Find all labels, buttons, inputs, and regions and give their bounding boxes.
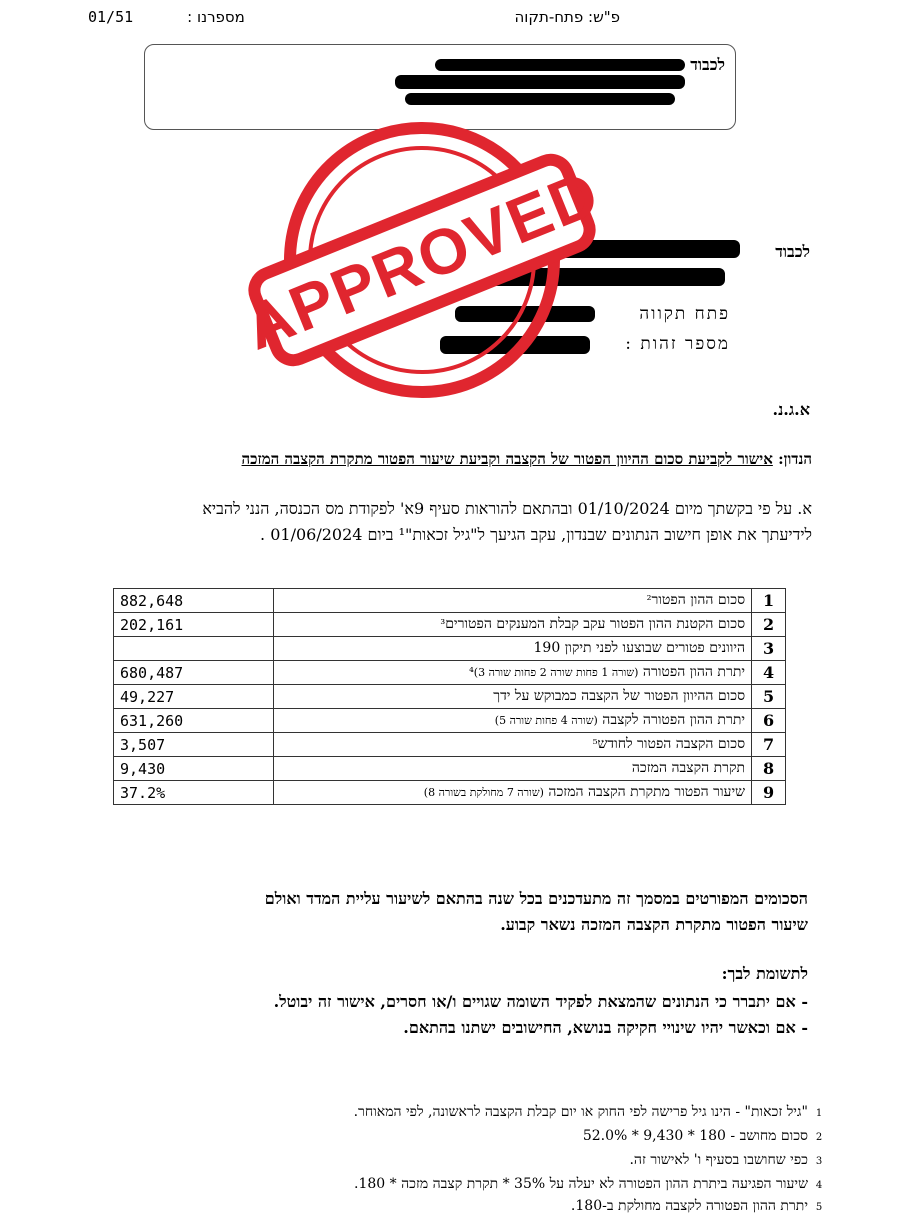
file-number-label: מספרנו : <box>187 8 245 26</box>
attention-bullet-2: - אם וכאשר יהיו שינויי חקיקה בנושא, החישובים ישתנו בהתאם. <box>403 1018 808 1037</box>
row-value: 680,487 <box>114 661 274 685</box>
footnote-text: שיעור הפגיעה ביתרת ההון הפטורה לא יעלה על 35% * תקרת קצבה מזכה * 180. <box>353 1176 808 1192</box>
row-value: 3,507 <box>114 733 274 757</box>
table-row <box>114 637 786 661</box>
footnote-item <box>110 1176 830 1193</box>
footnote-text: "גיל זכאות" - הינו גיל פרישה לפי החוק או יום קבלת הקצבה לראשונה, לפי המאוחר. <box>353 1104 808 1120</box>
row-value: 631,260 <box>114 709 274 733</box>
update-line-1: הסכומים המפורטים במסמך זה מתעדכנים בכל שנה בהתאם לשיעור עליית המדד ואולם <box>264 889 808 908</box>
row-value: 882,648 <box>114 589 274 613</box>
row-description <box>273 589 751 613</box>
id-number-label: מספר זהות : <box>625 334 730 354</box>
row-desc-sub: (שורה 7 מחולקת בשורה 8) <box>423 786 544 799</box>
table-row <box>114 781 786 805</box>
row-desc-text: סכום ההיוון הפטור של הקצבה כמבוקש על ידך <box>493 688 746 704</box>
footnote-item <box>110 1152 830 1169</box>
row-number: 3 <box>752 637 786 661</box>
row-desc-sub: (שורה 1 פחות שורה 2 פחות שורה 3) <box>473 666 639 679</box>
row-footnote-ref: ² <box>646 593 652 607</box>
update-line-2: שיעור הפטור מתקרת הקצבה המזכה נשאר קבוע. <box>500 915 808 934</box>
footnote-text: סכום מחושב - 180 * 9,430 * 52.0% <box>582 1128 808 1144</box>
update-paragraph <box>108 886 808 938</box>
intro-line-2: לידיעתך את אופן חישוב הנתונים שבנדון, עקב הגיעך ל"גיל זכאות"¹ ביום 01/06/2024 . <box>260 525 812 544</box>
row-value <box>114 637 274 661</box>
table-row <box>114 685 786 709</box>
row-footnote-ref: ³ <box>440 617 446 631</box>
row-footnote-ref: ⁵ <box>592 737 598 751</box>
table-row <box>114 589 786 613</box>
row-value: 49,227 <box>114 685 274 709</box>
subject-prefix: הנדון: <box>778 450 812 468</box>
redaction <box>435 59 685 71</box>
row-description <box>273 661 751 685</box>
address-label: לכבוד <box>775 242 810 261</box>
table-row <box>114 661 786 685</box>
row-value: 9,430 <box>114 757 274 781</box>
row-description <box>273 709 751 733</box>
footnote-number: 4 <box>815 1180 823 1191</box>
redaction <box>405 93 675 105</box>
intro-paragraph <box>12 496 812 548</box>
row-value: 202,161 <box>114 613 274 637</box>
row-desc-text: סכום ההון הפטור <box>651 592 746 608</box>
row-number: 1 <box>752 589 786 613</box>
footnote-number: 1 <box>815 1108 823 1119</box>
table-row <box>114 733 786 757</box>
row-number: 9 <box>752 781 786 805</box>
footnote-item <box>110 1198 830 1215</box>
attention-bullet-1: - אם יתברר כי הנתונים שהמצאת לפקיד השומה שגויים ו/או חסרים, אישור זה יבוטל. <box>273 992 808 1011</box>
row-desc-text: סכום הקצבה הפטור לחודש <box>597 736 746 752</box>
file-number-value: 01/51 <box>88 8 134 26</box>
row-description <box>273 685 751 709</box>
row-desc-text: שיעור הפטור מתקרת הקצבה המזכה <box>548 784 746 800</box>
row-desc-text: סכום הקטנת ההון הפטור עקב קבלת המענקים הפטורים <box>445 616 746 632</box>
footnote-text: יתרת ההון הפטורה לקצבה מחולקת ב-180. <box>570 1198 808 1214</box>
subject-line <box>242 450 812 469</box>
intro-line-1: א. על פי בקשתך מיום 01/10/2024 ובהתאם להוראות סעיף 9א' לפקודת מס הכנסה, הנני להביא <box>202 499 812 518</box>
row-number: 6 <box>752 709 786 733</box>
file-number <box>88 8 245 26</box>
row-description <box>273 613 751 637</box>
row-description <box>273 757 751 781</box>
redaction <box>395 75 685 89</box>
row-description <box>273 637 751 661</box>
footnote-item <box>110 1128 830 1145</box>
table-row <box>114 613 786 637</box>
stamp-text: APPROVED <box>234 156 610 364</box>
footnote-item <box>110 1104 830 1121</box>
row-number: 5 <box>752 685 786 709</box>
recipient-label: לכבוד <box>690 55 725 74</box>
greeting: א.ג.נ. <box>772 400 810 419</box>
table-row <box>114 757 786 781</box>
footnote-text: כפי שחושבו בסעיף ו' לאישור זה. <box>629 1152 808 1168</box>
row-number: 2 <box>752 613 786 637</box>
row-desc-text: תקרת הקצבה המזכה <box>631 760 746 776</box>
calculation-table <box>113 588 786 805</box>
table-row <box>114 709 786 733</box>
row-value: 37.2% <box>114 781 274 805</box>
row-description <box>273 733 751 757</box>
subject-text: אישור לקביעת סכום ההיוון הפטור של הקצבה וקביעת שיעור הפטור מתקרת הקצבה המזכה <box>241 450 773 468</box>
footnote-number: 5 <box>815 1202 823 1213</box>
row-number: 7 <box>752 733 786 757</box>
footnote-number: 3 <box>815 1156 823 1167</box>
footnote-number: 2 <box>815 1132 823 1143</box>
row-desc-text: היוונים פטורים שבוצעו לפני תיקון 190 <box>533 640 746 656</box>
tax-office-label: פ"ש: פתח-תקוה <box>514 8 620 26</box>
row-desc-text: יתרת ההון הפטורה לקצבה <box>602 712 746 728</box>
row-number: 4 <box>752 661 786 685</box>
row-description <box>273 781 751 805</box>
address-city: פתח תקווה <box>639 304 730 324</box>
row-desc-sub: (שורה 4 פחות שורה 5) <box>494 714 598 727</box>
attention-title: לתשומת לבך: <box>721 964 808 983</box>
approved-stamp <box>234 110 610 410</box>
row-footnote-ref: ⁴ <box>468 665 474 679</box>
row-number: 8 <box>752 757 786 781</box>
row-desc-text: יתרת ההון הפטורה <box>642 664 746 680</box>
